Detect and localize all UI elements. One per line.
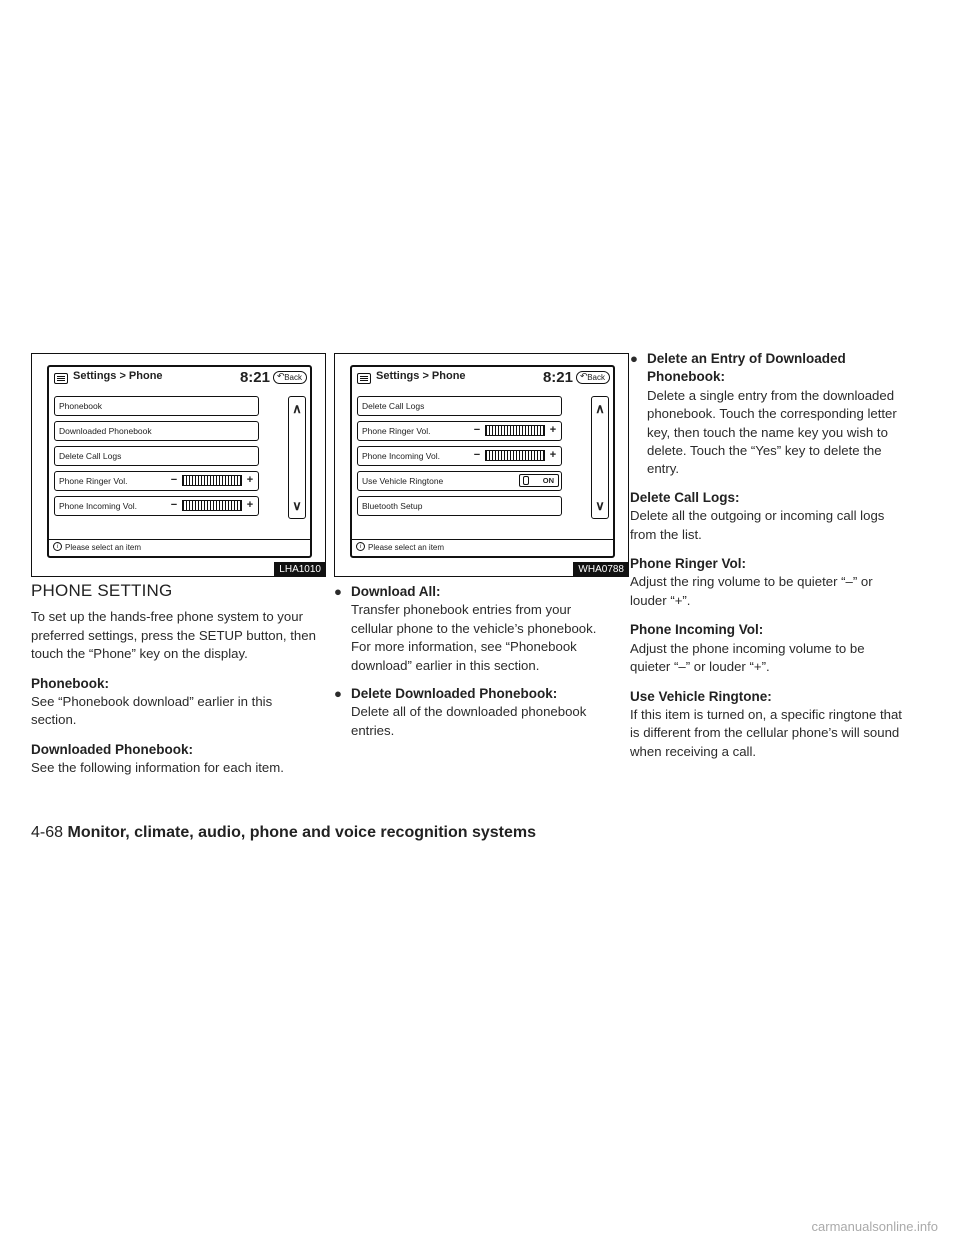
delete-entry-heading: Delete an Entry of Downloaded Phonebook:	[647, 351, 846, 385]
menu-icon	[54, 373, 68, 384]
column-2	[334, 583, 610, 750]
menu-icon	[357, 373, 371, 384]
vehicle-ringtone-heading: Use Vehicle Ringtone:	[630, 688, 772, 704]
vehicle-ringtone-text: If this item is turned on, a specific ringtone that is different from the cellular phone’s will sound when receiving a call.	[630, 706, 902, 759]
menu-item[interactable]	[54, 396, 259, 416]
delete-call-logs-heading: Delete Call Logs:	[630, 489, 740, 505]
volume-slider[interactable]	[471, 449, 559, 462]
figure-label: LHA1010	[274, 562, 325, 576]
bullet-icon: ●	[334, 686, 342, 702]
plus-icon[interactable]: +	[246, 474, 254, 486]
column-1	[31, 582, 319, 789]
menu-item[interactable]	[357, 396, 562, 416]
delete-downloaded-text: Delete all of the downloaded phonebook entries.	[351, 704, 587, 738]
download-all-heading: Download All:	[351, 584, 441, 599]
toggle-switch[interactable]	[519, 474, 559, 487]
delete-downloaded-heading: Delete Downloaded Phonebook:	[351, 686, 558, 702]
nav-screen	[350, 365, 615, 558]
menu-item-label: Bluetooth Setup	[362, 501, 423, 511]
delete-entry-text: Delete a single entry from the downloaded phonebook. Touch the corresponding letter key, then touch the name key you wish to delete. Touch the “Yes” key to delete the entry.	[647, 387, 897, 477]
download-all-text: Transfer phonebook entries from your cellular phone to the vehicle’s phonebook. For more information, see “Phonebook download” earlier in this section.	[351, 602, 597, 673]
intro-paragraph: To set up the hands-free phone system to your preferred settings, press the SETUP button, then touch the “Phone” key on the display.	[31, 609, 316, 662]
page-number: 4-68	[31, 824, 64, 841]
plus-icon[interactable]: +	[246, 499, 254, 511]
bullet-delete-downloaded	[334, 685, 610, 740]
column-3	[630, 350, 904, 772]
bullet-delete-entry	[630, 350, 904, 479]
screen-header	[352, 367, 613, 391]
ringer-vol-text: Adjust the ring volume to be quieter “–” or louder “+”.	[630, 574, 873, 608]
toggle-label: ON	[542, 476, 554, 485]
nav-screen	[47, 365, 312, 558]
volume-slider[interactable]	[168, 499, 256, 512]
volume-slider[interactable]	[471, 424, 559, 437]
menu-item-label: Phonebook	[59, 401, 103, 411]
scroll-down-icon[interactable]: ∨	[292, 498, 302, 513]
back-arrow-icon: ↶	[580, 371, 588, 381]
menu-item-label: Delete Call Logs	[362, 401, 425, 411]
screen-title: Settings > Phone	[376, 370, 466, 382]
menu-item-label: Use Vehicle Ringtone	[362, 476, 444, 486]
scrollbar[interactable]	[591, 396, 609, 519]
menu-item[interactable]	[357, 471, 562, 491]
menu-item-label: Downloaded Phonebook	[59, 426, 152, 436]
menu-item[interactable]	[54, 496, 259, 516]
back-arrow-icon: ↶	[277, 371, 285, 381]
figure-lha1010	[31, 353, 326, 577]
minus-icon[interactable]: −	[170, 499, 178, 511]
minus-icon[interactable]: −	[473, 449, 481, 461]
figure-wha0788	[334, 353, 629, 577]
status-text: Please select an item	[65, 543, 142, 552]
bullet-icon: ●	[334, 584, 342, 599]
menu-item-label: Phone Incoming Vol.	[59, 501, 137, 511]
info-icon: i	[53, 542, 62, 551]
menu-item[interactable]	[54, 421, 259, 441]
screen-title: Settings > Phone	[73, 370, 163, 382]
scroll-up-icon[interactable]: ∧	[292, 401, 302, 416]
page-footer	[31, 824, 536, 842]
menu-item-label: Phone Ringer Vol.	[59, 476, 128, 486]
figure-label: WHA0788	[573, 562, 628, 576]
volume-bar	[182, 475, 242, 486]
scroll-down-icon[interactable]: ∨	[595, 498, 605, 513]
back-button[interactable]	[576, 371, 610, 384]
back-button[interactable]	[273, 371, 307, 384]
minus-icon[interactable]: −	[473, 424, 481, 436]
screen-header	[49, 367, 310, 391]
menu-item[interactable]	[357, 446, 562, 466]
volume-bar	[485, 425, 545, 436]
menu-item-label: Phone Ringer Vol.	[362, 426, 431, 436]
phonebook-heading: Phonebook:	[31, 675, 109, 691]
minus-icon[interactable]: −	[170, 474, 178, 486]
status-bar	[49, 539, 310, 556]
plus-icon[interactable]: +	[549, 449, 557, 461]
section-heading: PHONE SETTING	[31, 581, 173, 600]
status-text: Please select an item	[368, 543, 445, 552]
volume-bar	[182, 500, 242, 511]
plus-icon[interactable]: +	[549, 424, 557, 436]
bullet-icon: ●	[630, 351, 638, 366]
info-icon: i	[356, 542, 365, 551]
menu-item[interactable]	[357, 421, 562, 441]
back-label: Back	[587, 373, 605, 382]
incoming-vol-text: Adjust the phone incoming volume to be quieter “–” or louder “+”.	[630, 640, 865, 675]
clock: 8:21	[239, 369, 270, 386]
incoming-vol-heading: Phone Incoming Vol:	[630, 622, 764, 638]
delete-call-logs-text: Delete all the outgoing or incoming call logs from the list.	[630, 508, 885, 542]
phonebook-text: See “Phonebook download” earlier in this section.	[31, 694, 273, 728]
downloaded-phonebook-heading: Downloaded Phonebook:	[31, 741, 193, 757]
volume-bar	[485, 450, 545, 461]
clock: 8:21	[542, 369, 573, 386]
watermark: carmanualsonline.info	[811, 1219, 938, 1234]
status-bar	[352, 539, 613, 556]
volume-slider[interactable]	[168, 474, 256, 487]
scroll-up-icon[interactable]: ∧	[595, 401, 605, 416]
downloaded-phonebook-text: See the following information for each item.	[31, 760, 284, 776]
back-label: Back	[284, 373, 302, 382]
ringer-vol-heading: Phone Ringer Vol:	[630, 556, 747, 572]
menu-item[interactable]	[54, 446, 259, 466]
menu-item[interactable]	[54, 471, 259, 491]
menu-item-label: Delete Call Logs	[59, 451, 122, 461]
scrollbar[interactable]	[288, 396, 306, 519]
bullet-download-all	[334, 583, 610, 675]
menu-item[interactable]	[357, 496, 562, 516]
toggle-indicator-icon	[523, 476, 529, 485]
menu-item-label: Phone Incoming Vol.	[362, 451, 440, 461]
chapter-title: Monitor, climate, audio, phone and voice recognition systems	[67, 824, 537, 841]
